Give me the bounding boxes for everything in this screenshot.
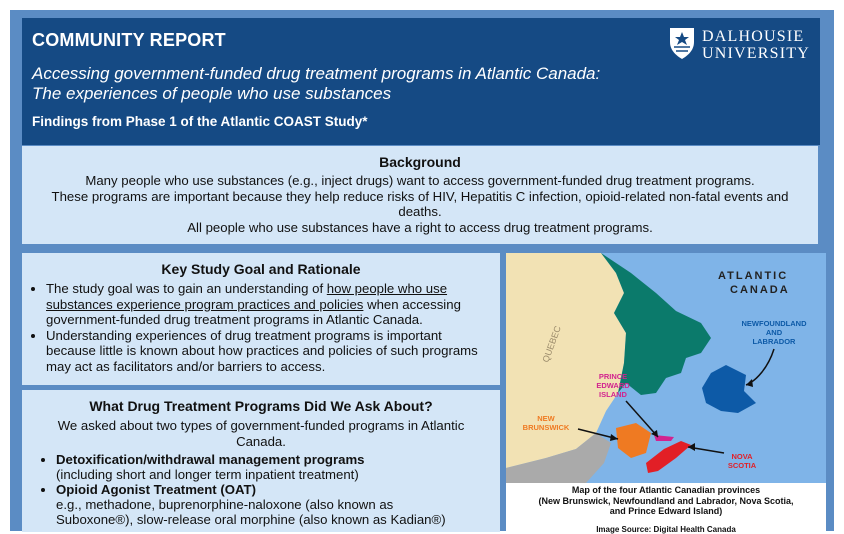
label-pei-1: PRINCE bbox=[598, 372, 628, 381]
logo-line-1: DALHOUSIE bbox=[702, 28, 805, 45]
program-detox-title: Detoxification/withdrawal management programs bbox=[56, 452, 365, 467]
programs-intro: We asked about two types of government-funded programs in Atlantic Canada. bbox=[57, 418, 465, 449]
goal-bullet-2: • Understanding experiences of drug treatment programs is important because little is known about how practices and policies of such programs may act as facilitators and/or barriers to access. bbox=[46, 328, 490, 375]
label-nb-1: NEW bbox=[537, 414, 555, 423]
program-oat-desc-1: e.g., methadone, buprenorphine-naloxone (also known as bbox=[56, 497, 394, 512]
subtitle-line-1: Accessing government-funded drug treatment programs in Atlantic Canada: bbox=[32, 64, 601, 83]
programs-title: What Drug Treatment Programs Did We Ask About? bbox=[89, 398, 433, 414]
label-ns-2: SCOTIA bbox=[727, 461, 757, 470]
logo-wordmark bbox=[702, 28, 810, 62]
program-item-detox bbox=[56, 452, 490, 482]
report-subtitle bbox=[32, 64, 632, 104]
program-oat-title: Opioid Agonist Treatment (OAT) bbox=[56, 482, 256, 497]
programs-panel bbox=[22, 390, 500, 532]
image-source: Image Source: Digital Health Canada bbox=[596, 525, 736, 534]
background-line-2: These programs are important because they help reduce risks of HIV, Hepatitis C infection, opioid-related non-fatal events and deaths. bbox=[51, 188, 789, 219]
atlantic-canada-map bbox=[506, 253, 826, 483]
goal-bullet-1: • The study goal was to gain an understanding of how people who use substances experience program practices and policies when accessing government-funded drug treatment programs in Atlantic Canada. bbox=[46, 281, 490, 328]
map-caption-2: (New Brunswick, Newfoundland and Labrador, Nova Scotia, bbox=[538, 495, 794, 506]
label-nl-1: NEWFOUNDLAND bbox=[741, 319, 807, 328]
goal-underlined-text: how people who use substances experience program practices and policies bbox=[46, 281, 448, 312]
findings-line: Findings from Phase 1 of the Atlantic COAST Study* bbox=[32, 114, 368, 129]
subtitle-line-2: The experiences of people who use substances bbox=[32, 84, 392, 103]
label-nl-3: LABRADOR bbox=[752, 337, 796, 346]
logo-line-2: UNIVERSITY bbox=[702, 45, 810, 62]
background-panel bbox=[22, 146, 818, 244]
report-frame bbox=[10, 10, 834, 534]
programs-list bbox=[38, 452, 490, 527]
background-text bbox=[34, 173, 806, 235]
dalhousie-logo bbox=[668, 26, 818, 66]
map-caption bbox=[506, 485, 826, 517]
program-oat-desc-2: Suboxone®), slow-release oral morphine (also known as Kadian®) bbox=[56, 512, 446, 527]
study-goal-panel bbox=[22, 253, 500, 385]
map-caption-1: Map of the four Atlantic Canadian provinces bbox=[571, 485, 761, 495]
label-quebec: QUEBEC bbox=[540, 324, 563, 364]
label-nb-2: BRUNSWICK bbox=[522, 423, 570, 432]
map-title-2: CANADA bbox=[730, 284, 790, 296]
label-nl-2: AND bbox=[765, 328, 783, 337]
background-title: Background bbox=[379, 154, 461, 170]
map-caption-3: and Prince Edward Island) bbox=[609, 506, 723, 516]
label-pei-2: EDWARD bbox=[596, 381, 630, 390]
report-title: COMMUNITY REPORT bbox=[32, 30, 226, 50]
map-title-1: ATLANTIC bbox=[718, 270, 789, 282]
program-item-oat bbox=[56, 482, 490, 527]
label-ns-1: NOVA bbox=[731, 452, 753, 461]
crest-icon bbox=[668, 26, 696, 60]
goal-title: Key Study Goal and Rationale bbox=[161, 261, 361, 277]
report-header bbox=[22, 18, 820, 145]
atlantic-map-box bbox=[506, 253, 826, 534]
background-line-3: All people who use substances have a right to access drug treatment programs. bbox=[187, 219, 653, 235]
goal-list bbox=[28, 281, 490, 374]
background-line-1: Many people who use substances (e.g., inject drugs) want to access government-funded drug treatment programs. bbox=[85, 173, 755, 188]
program-detox-desc: (including short and longer term inpatient treatment) bbox=[56, 467, 359, 482]
label-pei-3: ISLAND bbox=[599, 390, 627, 399]
